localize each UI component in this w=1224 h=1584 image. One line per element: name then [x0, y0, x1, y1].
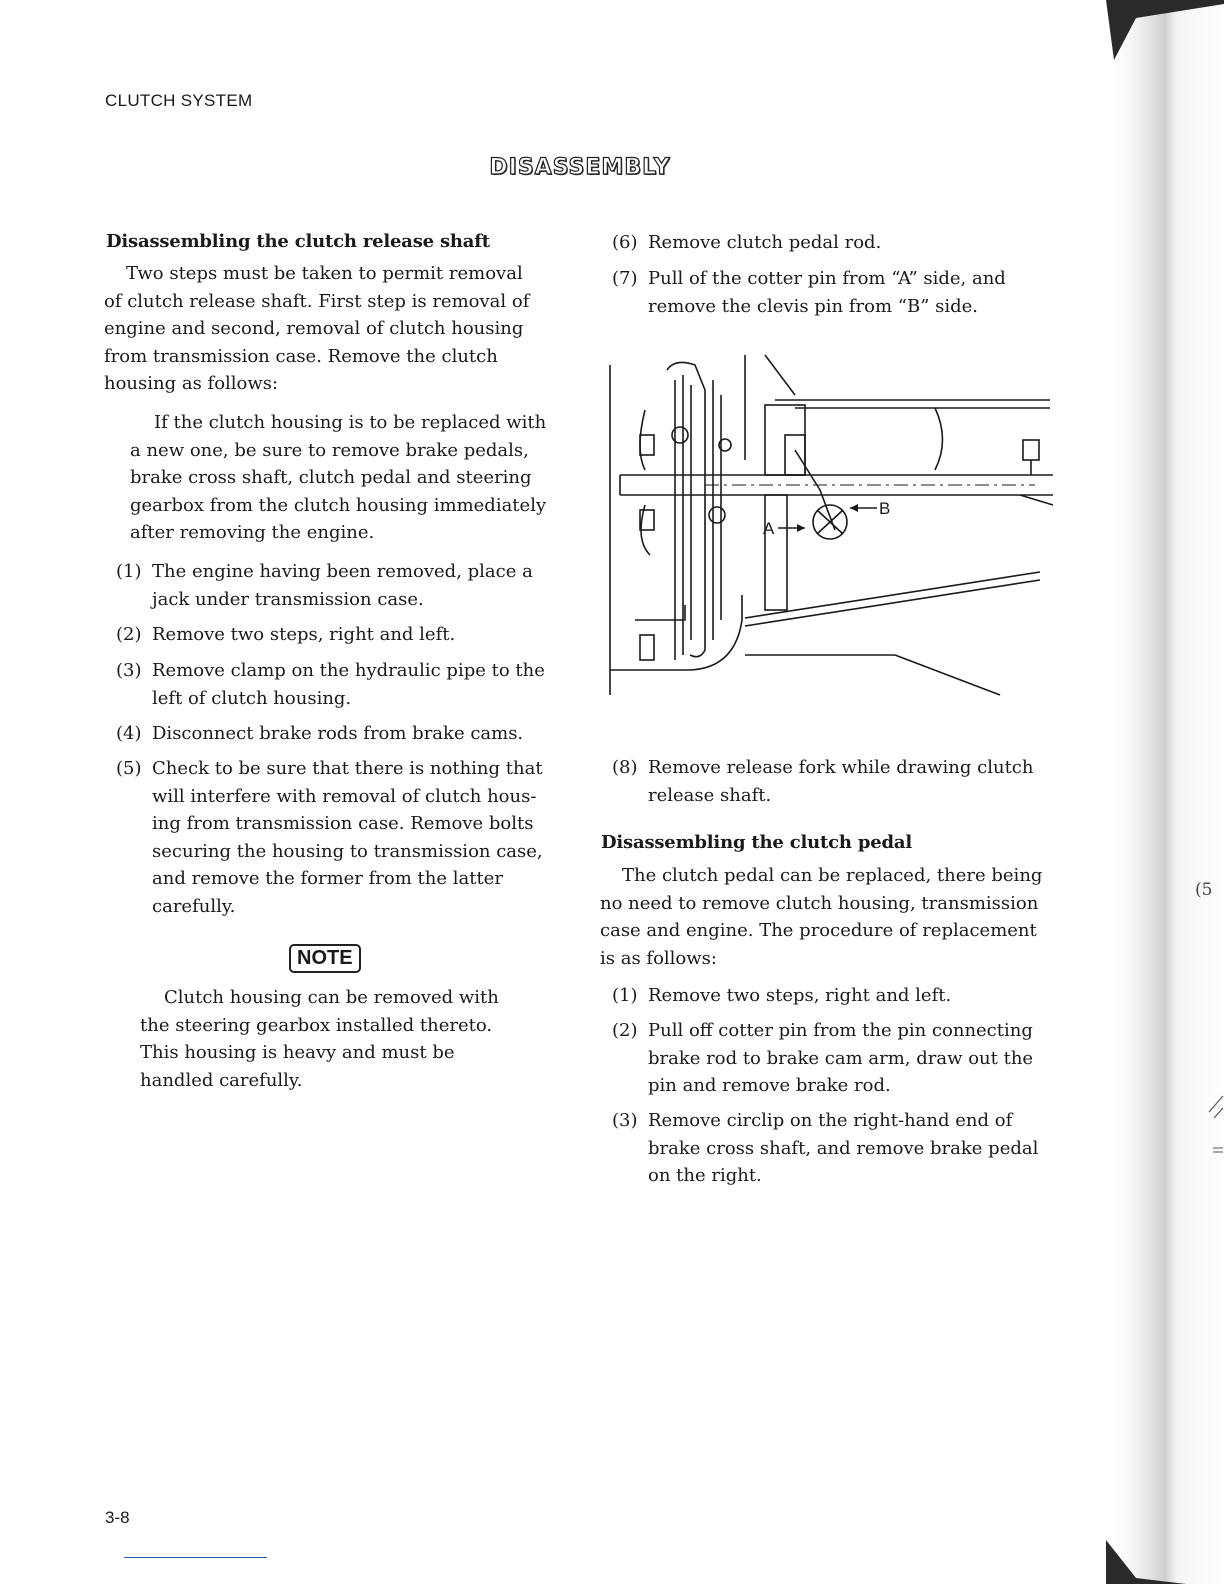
- release-fork: [795, 450, 835, 530]
- step-right-6: [612, 229, 1052, 257]
- page-edge-shadow: [1106, 0, 1224, 1584]
- footer-rule: [124, 1557, 267, 1558]
- note-paragraph: [140, 984, 518, 1094]
- step-number: (2): [116, 624, 142, 645]
- step-number: (1): [612, 985, 638, 1006]
- step-line: pin and remove brake rod.: [648, 1075, 891, 1096]
- step-number: (8): [612, 757, 638, 778]
- step-line: Check to be sure that there is nothing that: [152, 758, 543, 779]
- caution-line: If the clutch housing is to be replaced with: [154, 412, 547, 433]
- step-number: (6): [612, 232, 638, 253]
- frame-lower-line: [745, 572, 1040, 618]
- margin-fragment: (5: [1195, 880, 1213, 900]
- intro2-line: is as follows:: [600, 947, 717, 969]
- step-line: Remove release fork while drawing clutch: [648, 757, 1034, 778]
- caution-line: brake cross shaft, clutch pedal and steering: [130, 467, 532, 488]
- step-line: and remove the former from the latter: [152, 868, 503, 889]
- flywheel-outline: [667, 362, 705, 656]
- caution-line: after removing the engine.: [130, 522, 375, 543]
- step-line: Remove two steps, right and left.: [648, 985, 952, 1006]
- section-label: CLUTCH SYSTEM: [105, 91, 253, 110]
- step-line: Disconnect brake rods from brake cams.: [152, 723, 524, 744]
- note-line: the steering gearbox installed thereto.: [140, 1014, 493, 1036]
- intro-line: engine and second, removal of clutch housing: [104, 318, 524, 339]
- caution-paragraph: [130, 409, 557, 547]
- step-line: Remove circlip on the right-hand end of: [648, 1110, 1013, 1131]
- step-number: (5): [116, 758, 142, 779]
- step-line: The engine having been removed, place a: [152, 561, 533, 582]
- intro2-line: case and engine. The procedure of replacement: [600, 920, 1037, 941]
- step-line: brake rod to brake cam arm, draw out the: [648, 1047, 1034, 1069]
- step-right2-3: [612, 1107, 1050, 1191]
- arrow-b: [850, 504, 858, 512]
- caution-line: a new one, be sure to remove brake pedals,: [130, 439, 529, 461]
- intro-line: from transmission case. Remove the clutch: [104, 345, 498, 367]
- caution-line: gearbox from the clutch housing immediately: [130, 494, 547, 516]
- step-number: (7): [612, 268, 638, 289]
- note-line: Clutch housing can be removed with: [164, 987, 499, 1008]
- page-title: DISASSEMBLY: [489, 155, 671, 180]
- step-right2-2: [612, 1017, 1050, 1101]
- diagram-label-b: B: [879, 499, 891, 518]
- step-line: remove the clevis pin from “B” side.: [648, 295, 979, 317]
- step-left-5: [116, 755, 555, 923]
- step-line: Remove two steps, right and left.: [152, 624, 456, 645]
- heading-clutch-pedal: Disassembling the clutch pedal: [601, 832, 912, 853]
- step-number: (4): [116, 723, 142, 744]
- arrow-a: [797, 524, 805, 532]
- intro-line: housing as follows:: [104, 373, 279, 394]
- step-left-4: [116, 720, 555, 748]
- step-line: left of clutch housing.: [152, 687, 352, 709]
- intro-line: Two steps must be taken to permit removal: [126, 263, 523, 284]
- step-number: (2): [612, 1020, 638, 1041]
- step-line: carefully.: [152, 895, 236, 917]
- step-line: release shaft.: [648, 784, 772, 806]
- step-line: securing the housing to transmission case,: [152, 840, 543, 862]
- intro2-line: The clutch pedal can be replaced, there being: [622, 865, 1043, 886]
- diagram-label-a: A: [763, 519, 775, 538]
- note-line: This housing is heavy and must be: [140, 1042, 455, 1063]
- step-left-3: [116, 657, 555, 713]
- step-line: on the right.: [648, 1165, 762, 1186]
- intro2-line: no need to remove clutch housing, transmission: [600, 892, 1039, 914]
- heading-release-shaft: Disassembling the clutch release shaft: [106, 231, 490, 252]
- step-line: Pull of the cotter pin from “A” side, and: [648, 268, 1006, 289]
- note-badge: NOTE: [289, 944, 361, 973]
- step-number: (3): [116, 660, 142, 681]
- step-line: Remove clamp on the hydraulic pipe to the: [152, 660, 545, 681]
- step-right-8: [612, 754, 1052, 810]
- note-line: handled carefully.: [140, 1069, 303, 1091]
- intro2-paragraph: [600, 862, 1049, 972]
- step-line: will interfere with removal of clutch hous-: [152, 785, 537, 807]
- step-right2-1: [612, 982, 1050, 1010]
- housing-curve: [610, 595, 742, 670]
- step-line: brake cross shaft, and remove brake pedal: [648, 1137, 1039, 1159]
- step-left-1: [116, 558, 555, 614]
- step-number: (3): [612, 1110, 638, 1131]
- intro-paragraph: [104, 260, 553, 398]
- step-left-2: [116, 621, 555, 649]
- step-line: jack under transmission case.: [152, 588, 424, 610]
- page-number: 3-8: [105, 1508, 130, 1527]
- clutch-diagram: [605, 350, 1060, 702]
- edge-gradient: [1106, 0, 1224, 1584]
- step-right-7: [612, 265, 1052, 321]
- step-line: Pull off cotter pin from the pin connecting: [648, 1020, 1033, 1041]
- step-line: Remove clutch pedal rod.: [648, 232, 882, 253]
- intro-line: of clutch release shaft. First step is removal of: [104, 290, 530, 312]
- step-number: (1): [116, 561, 142, 582]
- step-line: ing from transmission case. Remove bolts: [152, 813, 534, 834]
